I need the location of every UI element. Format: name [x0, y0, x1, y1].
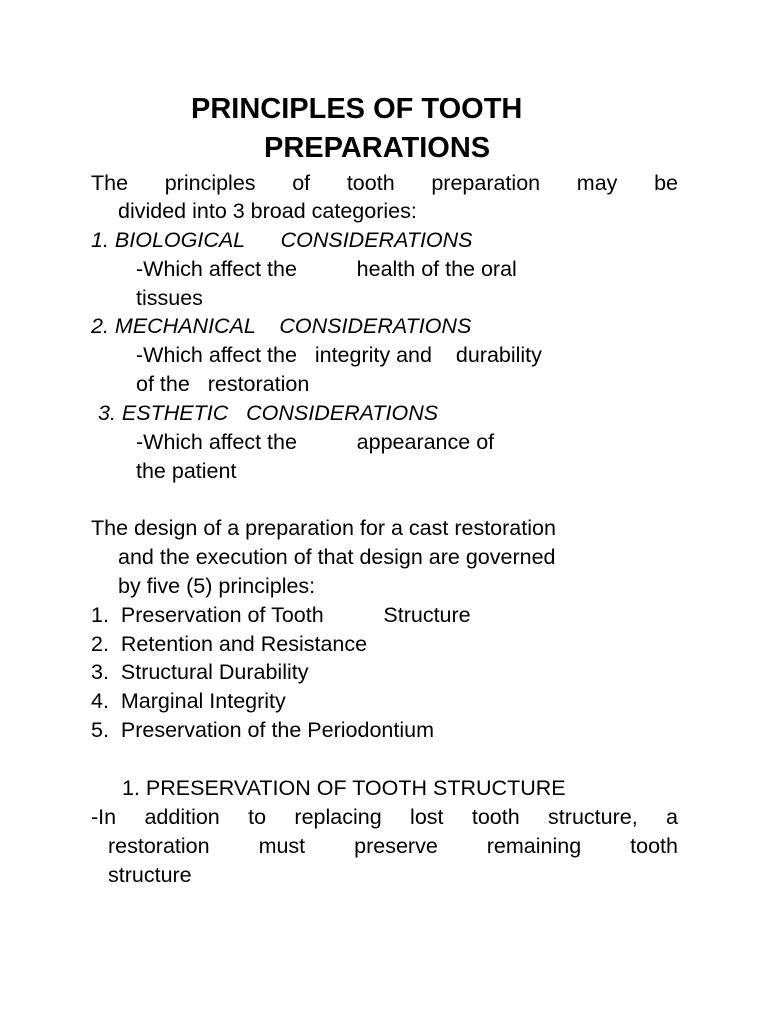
- design-paragraph-line-1: The design of a preparation for a cast restoration: [91, 516, 556, 540]
- category-heading-mechanical: 2. MECHANICAL CONSIDERATIONS: [91, 314, 472, 338]
- section-1-paragraph-line-2: restoration must preserve remaining tooth: [108, 834, 678, 858]
- category-desc-biological-line-2: tissues: [136, 286, 203, 310]
- category-heading-esthetic: 3. ESTHETIC CONSIDERATIONS: [98, 401, 439, 425]
- category-desc-esthetic-line-2: the patient: [136, 459, 237, 483]
- section-1-paragraph-line-3: structure: [108, 863, 192, 887]
- design-paragraph-line-3: by five (5) principles:: [118, 574, 316, 598]
- principle-item-3: 3. Structural Durability: [91, 660, 309, 684]
- principle-item-1: 1. Preservation of Tooth Structure: [91, 603, 471, 627]
- principle-item-2: 2. Retention and Resistance: [91, 632, 368, 656]
- category-desc-mechanical-line-2: of the restoration: [136, 372, 310, 396]
- document-title-line-2: PREPARATIONS: [264, 132, 491, 164]
- section-1-heading: 1. PRESERVATION OF TOOTH STRUCTURE: [122, 776, 566, 800]
- category-desc-mechanical-line-1: -Which affect the integrity and durability: [136, 343, 542, 367]
- principle-item-5: 5. Preservation of the Periodontium: [91, 718, 434, 742]
- category-desc-esthetic-line-1: -Which affect the appearance of: [136, 430, 495, 454]
- category-heading-biological: 1. BIOLOGICAL CONSIDERATIONS: [91, 228, 473, 252]
- principle-item-4: 4. Marginal Integrity: [91, 689, 286, 713]
- intro-paragraph-line-2: divided into 3 broad categories:: [118, 199, 417, 223]
- intro-paragraph-line-1: The principles of tooth preparation may be: [91, 171, 678, 195]
- category-desc-biological-line-1: -Which affect the health of the oral: [136, 257, 517, 281]
- section-1-paragraph-line-1: -In addition to replacing lost tooth structure, a: [91, 805, 678, 829]
- document-title-line-1: PRINCIPLES OF TOOTH: [191, 93, 523, 125]
- design-paragraph-line-2: and the execution of that design are governed: [118, 545, 556, 569]
